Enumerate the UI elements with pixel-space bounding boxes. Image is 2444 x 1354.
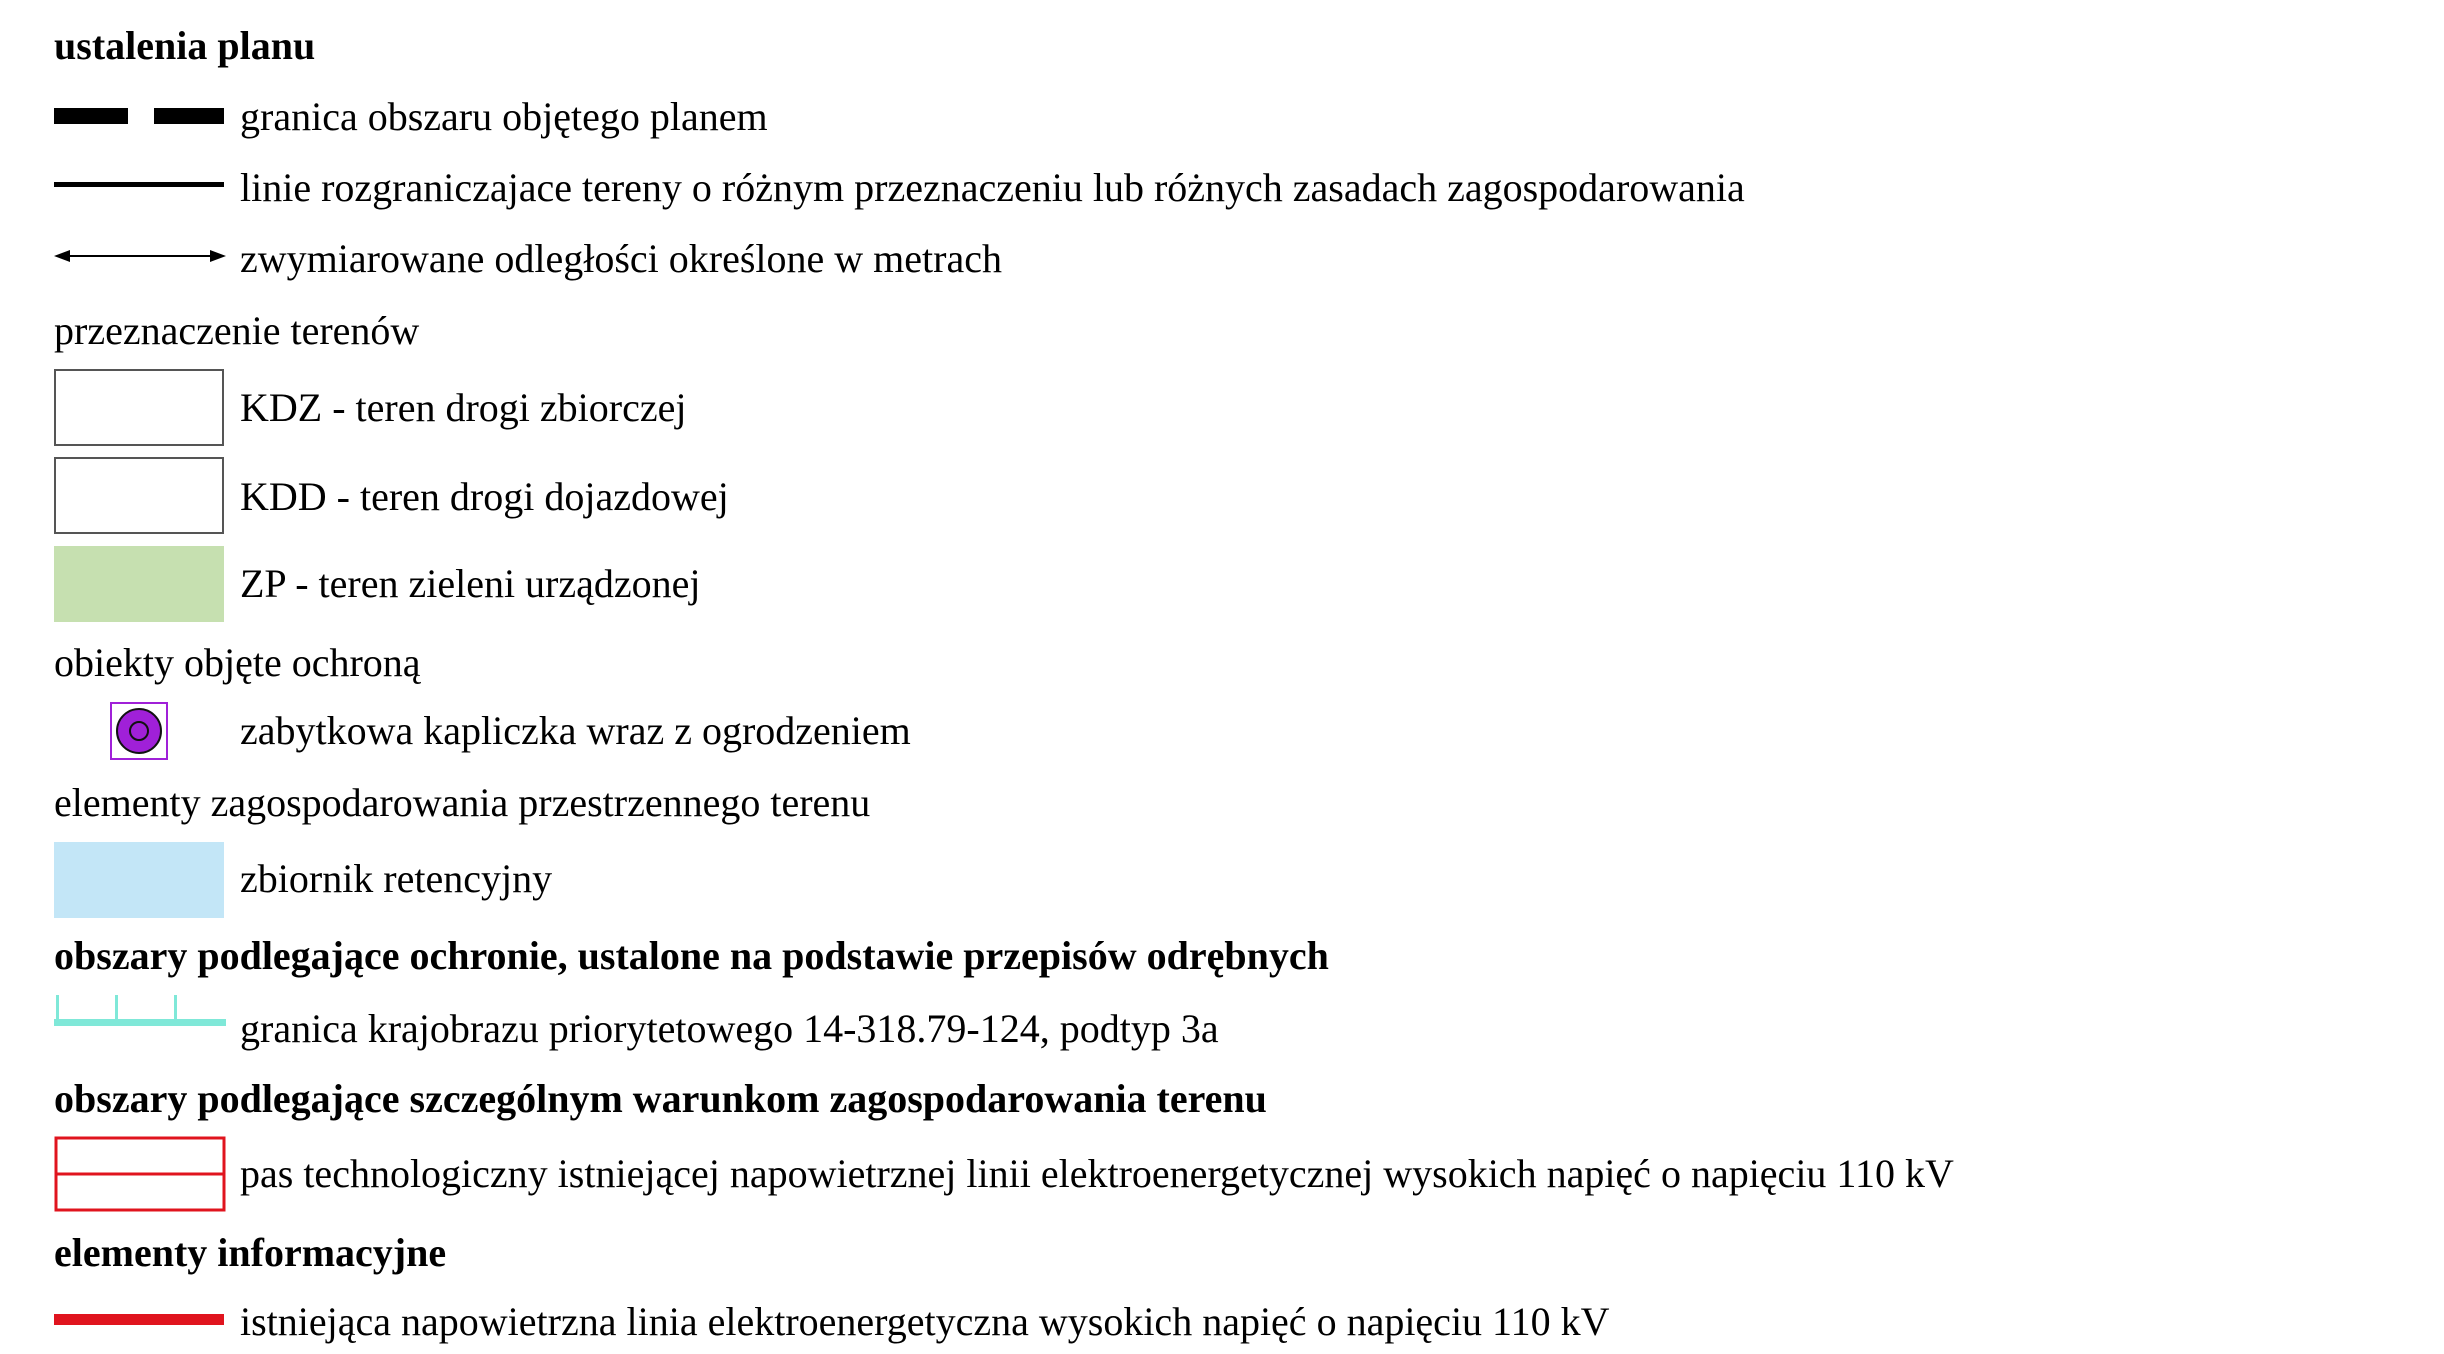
- heading-protected-objects: obiekty objęte ochroną: [54, 640, 421, 685]
- technology-strip-label: pas technologiczny istniejącej napowietrznej linii elektroenergetycznej wysokich napięć o napięciu 110 kV: [240, 1151, 1954, 1196]
- landscape-boundary-label: granica krajobrazu priorytetowego 14-318.79-124, podtyp 3a: [240, 1006, 1219, 1051]
- heading-plan-provisions: ustalenia planu: [54, 23, 316, 68]
- landscape-boundary-symbol: [54, 995, 226, 1031]
- kdd-label: KDD - teren drogi dojazdowej: [240, 474, 729, 519]
- retention-tank-swatch: [54, 842, 224, 918]
- kdd-swatch: [54, 457, 224, 534]
- retention-tank-label: zbiornik retencyjny: [240, 856, 553, 901]
- power-line-symbol: [54, 1312, 224, 1328]
- heading-protected-areas: obszary podlegające ochronie, ustalone na podstawie przepisów odrębnych: [54, 933, 1329, 978]
- chapel-icon: [110, 702, 168, 760]
- dimension-arrow-symbol: [54, 246, 226, 266]
- zp-swatch: [54, 546, 224, 622]
- chapel-label: zabytkowa kapliczka wraz z ogrodzeniem: [240, 708, 911, 753]
- kdz-swatch: [54, 369, 224, 446]
- plan-boundary-symbol: [54, 104, 224, 128]
- heading-spatial-elements: elementy zagospodarowania przestrzennego terenu: [54, 780, 871, 825]
- kdz-label: KDZ - teren drogi zbiorczej: [240, 385, 687, 430]
- heading-land-use: przeznaczenie terenów: [54, 308, 420, 353]
- demarcation-line-symbol: [54, 180, 224, 190]
- plan-boundary-label: granica obszaru objętego planem: [240, 94, 768, 139]
- heading-special-conditions: obszary podlegające szczególnym warunkom zagospodarowania terenu: [54, 1076, 1267, 1121]
- demarcation-lines-label: linie rozgraniczajace tereny o różnym przeznaczeniu lub różnych zasadach zagospodarowania: [240, 165, 1745, 210]
- zp-label: ZP - teren zieleni urządzonej: [240, 561, 701, 606]
- power-line-label: istniejąca napowietrzna linia elektroenergetyczna wysokich napięć o napięciu 110 kV: [240, 1299, 1610, 1344]
- heading-informational: elementy informacyjne: [54, 1230, 447, 1275]
- technology-strip-symbol: [54, 1136, 226, 1212]
- dimensioned-distances-label: zwymiarowane odległości określone w metrach: [240, 236, 1002, 281]
